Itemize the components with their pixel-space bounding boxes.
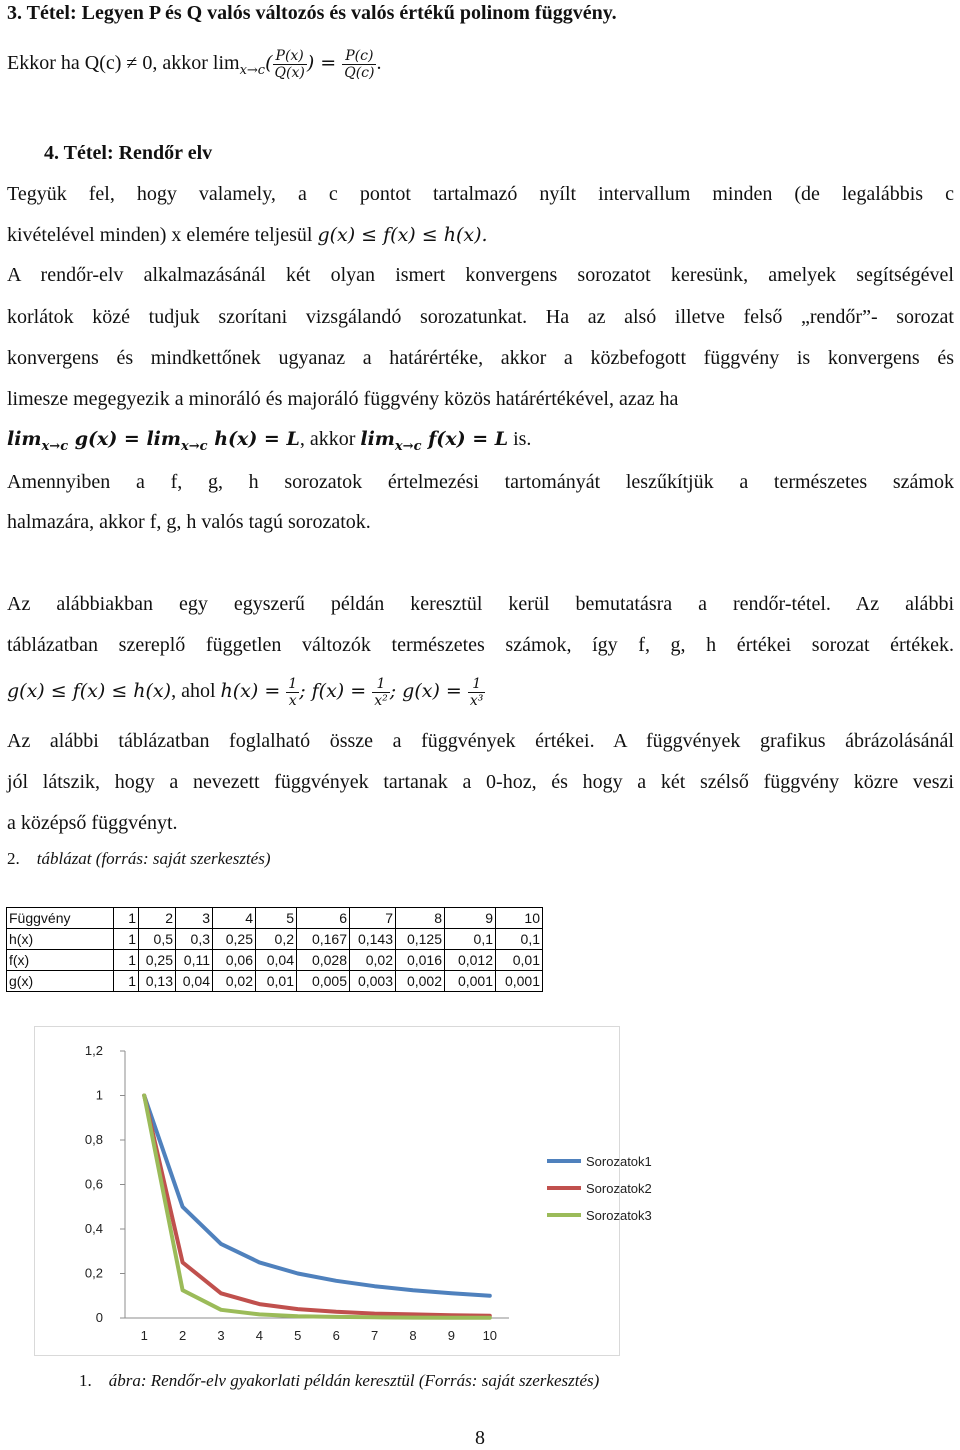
- table-cell: f(x): [7, 950, 114, 971]
- table-cell: 0,016: [396, 950, 445, 971]
- y-tick-label: 0,2: [84, 1265, 103, 1281]
- table-cell: 1: [114, 929, 139, 950]
- table-row: [7, 971, 543, 992]
- table-cell: h(x): [7, 929, 114, 950]
- legend-label: Sorozatok2: [586, 1181, 652, 1196]
- paragraph-line: jól látszik, hogy a nevezett függvények tartanak a 0-hoz, és hogy a két szélső függvény közre veszi: [7, 771, 954, 793]
- y-tick-label: 1,2: [84, 1043, 103, 1058]
- table-caption: [7, 849, 271, 869]
- table-cell: 0,1: [445, 929, 496, 950]
- formula-text: is.: [508, 428, 532, 450]
- table-cell: 0,11: [176, 950, 213, 971]
- page-number: 8: [475, 1427, 485, 1449]
- table-cell: 0,01: [496, 950, 543, 971]
- fraction-numerator: 1: [468, 676, 486, 693]
- legend-label: Sorozatok3: [586, 1208, 652, 1223]
- x-tick-label: 6: [332, 1328, 340, 1343]
- table-cell: 0,028: [297, 950, 350, 971]
- table-caption-text: táblázat (forrás: saját szerkesztés): [36, 849, 271, 868]
- x-tick-label: 3: [217, 1328, 225, 1343]
- series-line-2: [144, 1096, 490, 1316]
- fraction-g: [468, 676, 486, 709]
- table-header-cell: 3: [176, 908, 213, 929]
- paragraph-line: Tegyük fel, hogy valamely, a c pontot tartalmazó nyílt intervallum minden (de legalábbis c: [7, 183, 954, 205]
- paragraph-line: A rendőr-elv alkalmazásánál két olyan ismert konvergens sorozatot keresünk, amelyek segítségével: [7, 264, 954, 286]
- figure-caption-text: ábra: Rendőr-elv gyakorlati példán keresztül (Forrás: saját szerkesztés): [108, 1371, 600, 1390]
- theorem3-heading: 3. Tétel: Legyen P és Q valós változós és valós értékű polinom függvény.: [7, 2, 617, 24]
- paragraph-line: [7, 224, 954, 247]
- figure-caption: [79, 1371, 599, 1391]
- chart-frame: [34, 1026, 652, 1356]
- table-row: [7, 929, 543, 950]
- theorem3-text: Ekkor ha Q(c) ≠ 0, akkor lim: [7, 52, 240, 75]
- table-cell: 0,125: [396, 929, 445, 950]
- table-cell: 0,01: [256, 971, 297, 992]
- table-cell: 0,3: [176, 929, 213, 950]
- table-cell: 0,167: [297, 929, 350, 950]
- formula-part: 𝒇(𝒙) = 𝑳: [421, 428, 509, 450]
- table-header-row: [7, 908, 543, 929]
- table-header-cell: 7: [350, 908, 396, 929]
- table-cell: 0,25: [213, 929, 256, 950]
- fraction-numerator: 𝑃(𝑥): [273, 48, 307, 65]
- table-cell: 0,1: [496, 929, 543, 950]
- table-cell: 0,001: [445, 971, 496, 992]
- y-tick-label: 0,8: [84, 1132, 103, 1147]
- y-tick-label: 0,6: [84, 1176, 103, 1192]
- paragraph-line: limesze megegyezik a minoráló és majoráló függvény közös határértékével, azaz ha: [7, 388, 679, 410]
- y-tick-label: 0: [95, 1310, 103, 1325]
- paragraph-line: korlátok közé tudjuk szorítani vizsgálandó sorozatunkat. Ha az alsó illetve felső „rendőr”- sorozat: [7, 306, 954, 328]
- y-tick-label: 0,4: [84, 1221, 103, 1236]
- formula-part: ℎ(𝑥) =: [220, 680, 287, 703]
- y-tick-label: 1: [95, 1087, 103, 1103]
- formula-text: , ahol: [171, 680, 221, 703]
- x-tick-label: 8: [409, 1328, 417, 1343]
- table-cell: 0,2: [256, 929, 297, 950]
- lim-subscript: 𝒙→𝒄: [41, 439, 69, 454]
- fraction-denominator: 𝑥³: [469, 693, 484, 709]
- fraction-h: [286, 676, 299, 709]
- table-cell: 0,5: [139, 929, 176, 950]
- table-cell: 1: [114, 950, 139, 971]
- table-caption-number: 2.: [7, 849, 20, 868]
- paragraph-line: a középső függvényt.: [7, 812, 178, 834]
- fraction-denominator: 𝑄(𝑐): [344, 65, 375, 81]
- table-header-cell: 5: [256, 908, 297, 929]
- lim-symbol: 𝒍𝒊𝒎: [7, 428, 42, 450]
- table-header-cell: 1: [114, 908, 139, 929]
- equals-sign: ) =: [306, 52, 343, 75]
- formula-part: 𝒈(𝒙) = 𝒍𝒊𝒎: [68, 428, 182, 450]
- paragraph-line: Amennyiben a f, g, h sorozatok értelmezési tartományát leszűkítjük a természetes számok: [7, 471, 954, 493]
- theorem4-heading: 4. Tétel: Rendőr elv: [44, 142, 213, 164]
- x-tick-label: 2: [178, 1328, 187, 1343]
- table-cell: 0,002: [396, 971, 445, 992]
- table-header-cell: Függvény: [7, 908, 114, 929]
- x-tick-label: 9: [447, 1328, 456, 1343]
- inequality-formula: 𝑔(𝑥) ≤ 𝑓(𝑥) ≤ ℎ(𝑥): [7, 680, 172, 703]
- period: .: [376, 52, 382, 75]
- table-header-cell: 4: [213, 908, 256, 929]
- table-cell: g(x): [7, 971, 114, 992]
- table-cell: 0,001: [496, 971, 543, 992]
- x-tick-label: 10: [482, 1328, 498, 1343]
- table-header-cell: 2: [139, 908, 176, 929]
- fraction-f: [372, 676, 390, 709]
- table-cell: 0,04: [256, 950, 297, 971]
- formula-part: ; 𝑓(𝑥) =: [299, 680, 373, 703]
- fraction-numerator: 1: [372, 676, 390, 693]
- fraction-numerator: 𝑃(𝑐): [342, 48, 376, 65]
- x-tick-label: 5: [294, 1328, 302, 1343]
- table-cell: 1: [114, 971, 139, 992]
- table-cell: 0,25: [139, 950, 176, 971]
- paragraph-line: halmazára, akkor f, g, h valós tagú sorozatok.: [7, 511, 371, 533]
- fraction-denominator: 𝑥: [288, 693, 297, 709]
- table-cell: 0,04: [176, 971, 213, 992]
- table-cell: 0,02: [213, 971, 256, 992]
- series-line-3: [144, 1096, 490, 1318]
- values-table: [6, 907, 543, 992]
- x-tick-label: 7: [370, 1328, 379, 1343]
- paragraph-text: kivételével minden) x elemére teljesül: [7, 224, 318, 246]
- series-line-1: [144, 1096, 490, 1296]
- table-cell: 0,003: [350, 971, 396, 992]
- paragraph-line: Az alábbi táblázatban foglalható össze a függvények értékei. A függvények grafikus ábrázolásánál: [7, 730, 954, 752]
- lim-symbol: 𝒍𝒊𝒎: [360, 428, 395, 450]
- table-cell: 0,012: [445, 950, 496, 971]
- limit-formula-line: [7, 428, 954, 454]
- x-tick-label: 4: [255, 1328, 264, 1343]
- figure-caption-number: 1.: [79, 1371, 92, 1390]
- formula-part: ; 𝑔(𝑥) =: [389, 680, 468, 703]
- lim-subscript: 𝑥→c: [239, 63, 266, 79]
- paragraph-line: konvergens és mindkettőnek ugyanaz a határértéke, akkor a közbefogott függvény is konvergens és: [7, 347, 954, 369]
- table-header-cell: 10: [496, 908, 543, 929]
- x-tick-label: 1: [140, 1328, 148, 1343]
- table-cell: 0,143: [350, 929, 396, 950]
- fraction-p-over-q-c: [342, 48, 376, 81]
- legend-label: Sorozatok1: [586, 1154, 652, 1169]
- inequality-formula: 𝑔(𝑥) ≤ 𝑓(𝑥) ≤ ℎ(𝑥).: [317, 224, 488, 246]
- table-cell: 0,005: [297, 971, 350, 992]
- table-header-cell: 8: [396, 908, 445, 929]
- table-header-cell: 6: [297, 908, 350, 929]
- fraction-numerator: 1: [288, 676, 298, 692]
- table-cell: 0,02: [350, 950, 396, 971]
- paragraph-line: táblázatban szereplő független változók természetes számok, így f, g, h értékei sorozat értékek.: [7, 634, 954, 656]
- fraction-p-over-q-x: [273, 48, 307, 81]
- table-header-cell: 9: [445, 908, 496, 929]
- formula-part: 𝒉(𝒙) = 𝑳: [207, 428, 300, 450]
- line-chart: [35, 1027, 652, 1355]
- theorem3-statement: Ekkor ha Q(c) ≠ 0, akkor $\lim_{𝑥\to c}$( $\frac{\text{𝑃(𝑥)}}{\text{𝑄(𝑥)}}$ ) = $\frac{\text{𝑃(𝑐)}}{\text{𝑄(𝑐)}}$ .: [7, 48, 382, 81]
- fraction-denominator: 𝑄(𝑥): [274, 65, 305, 81]
- table-row: [7, 950, 543, 971]
- lim-subscript: 𝒙→𝒄: [394, 439, 422, 454]
- table-cell: 0,06: [213, 950, 256, 971]
- lim-subscript: 𝒙→𝒄: [181, 439, 208, 454]
- definition-formula-line: [7, 676, 954, 709]
- fraction-denominator: 𝑥²: [374, 693, 388, 709]
- table-cell: 0,13: [139, 971, 176, 992]
- formula-text: , akkor: [299, 428, 361, 450]
- paragraph-line: Az alábbiakban egy egyszerű példán keresztül kerül bemutatásra a rendőr-tétel. Az alábbi: [7, 593, 954, 615]
